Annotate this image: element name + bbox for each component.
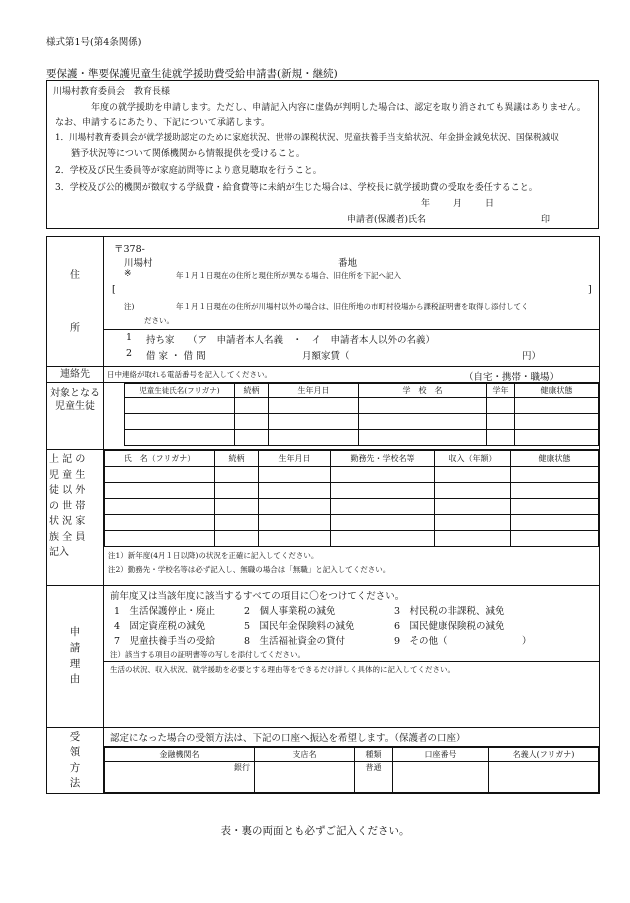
postal-code[interactable]: 〒378- <box>114 244 145 255</box>
header-health: 健康状態 <box>515 384 599 398</box>
consent-intro-1: 年度の就学援助を申請します。ただし、申請記入内容に虚偽が判明した場合は、認定を取り消されても異議はありません。 <box>91 103 586 113</box>
form-title: 要保護・準要保護児童生徒就学援助費受給申請書(新規・継続) <box>46 68 338 80</box>
table-row[interactable] <box>125 430 599 446</box>
students-label: 対象となる 児童生徒 <box>47 383 104 450</box>
banchi-label: 番地 <box>338 258 358 269</box>
reason-free-text-hint: 生活の状況、収入状況、就学援助を必要とする理由等をできるだけ詳しく具体的に記入してください。 <box>110 665 455 674</box>
reason-intro: 前年度又は当該年度に該当するすべての項目に〇をつけてください。 <box>110 591 405 602</box>
table-row[interactable] <box>125 414 599 430</box>
footer-note: 表・裏の両面とも必ずご記入ください。 <box>220 825 410 837</box>
students-cell <box>104 383 600 450</box>
note-mark: ※ <box>124 269 132 279</box>
header-income: 収入（年額） <box>435 451 511 467</box>
addressee: 川場村教育委員会 教育長様 <box>53 87 171 97</box>
address-label: 住 所 <box>47 237 104 367</box>
old-address-note: 年１月１日現在の住所と現住所が異なる場合、旧住所を下記へ記入 <box>176 271 401 280</box>
reason-item-6[interactable]: 6 国民健康保険税の減免 <box>394 621 505 632</box>
header-account-type: 種類 <box>355 748 393 762</box>
housing-divider <box>104 329 599 330</box>
reason-item-3[interactable]: 3 村民税の非課税、減免 <box>394 606 505 617</box>
contact-label: 連絡先 <box>47 367 104 383</box>
household-cell <box>104 450 600 586</box>
bracket-close: ] <box>588 284 592 295</box>
contact-types[interactable]: （自宅・携帯・職場） <box>463 372 559 383</box>
consent-box <box>46 80 599 229</box>
contact-hint: 日中連絡が取れる電話番号を記入してください。 <box>107 370 272 379</box>
housing-2-label[interactable]: 借 家 ・ 借 間 <box>146 351 206 362</box>
table-row[interactable] <box>105 531 599 547</box>
old-address-field[interactable] <box>120 284 580 297</box>
table-row[interactable] <box>125 398 599 414</box>
housing-1-num: 1 <box>126 332 133 343</box>
date-month: 月 <box>453 199 463 209</box>
contact-cell[interactable] <box>104 367 600 383</box>
header-member-relation: 続柄 <box>215 451 259 467</box>
header-student-name: 児童生徒氏名(フリガナ) <box>125 384 235 398</box>
seal-mark: 印 <box>541 215 551 225</box>
header-birthdate: 生年月日 <box>269 384 359 398</box>
reason-other-field[interactable] <box>449 633 519 645</box>
account-holder-field[interactable] <box>489 762 599 793</box>
reason-other-close: ） <box>522 636 532 647</box>
reason-item-5[interactable]: 5 国民年金保険料の減免 <box>244 621 355 632</box>
header-branch: 支店名 <box>255 748 355 762</box>
housing-1-label[interactable]: 持ち家 <box>146 335 175 346</box>
housing-2-num: 2 <box>126 348 133 359</box>
household-label: 上 記 の 児 童 生 徒 以 外 の 世 帯 状 況 家 族 全 員 記入 <box>47 450 104 586</box>
reason-item-1[interactable]: 1 生活保護停止・廃止 <box>114 606 216 617</box>
header-account-number: 口座番号 <box>393 748 489 762</box>
housing-2-rent: 月額家賃（ <box>302 351 350 362</box>
table-row[interactable] <box>105 515 599 531</box>
form-number: 様式第1号(第4条関係) <box>46 37 142 48</box>
reason-free-text-field[interactable] <box>108 678 595 722</box>
applicant-name-label: 申請者(保護者)氏名 <box>347 215 427 225</box>
consent-item-1b: 猶予状況等について関係機関から情報提供を受けること。 <box>71 149 305 159</box>
household-note-2: 注2）勤務先・学校名等は必ず記入し、無職の場合は「無職」と記入してください。 <box>108 565 391 574</box>
reason-item-4[interactable]: 4 固定資産税の減免 <box>114 621 206 632</box>
header-member-health: 健康状態 <box>511 451 599 467</box>
reason-item-9[interactable]: 9 その他（ <box>394 636 448 647</box>
bank-name-field[interactable] <box>105 762 255 793</box>
account-number-field[interactable] <box>393 762 489 793</box>
account-type-field[interactable] <box>355 762 393 793</box>
household-table <box>104 450 599 547</box>
header-relation: 続柄 <box>235 384 269 398</box>
address-cell <box>104 237 600 367</box>
students-header-row <box>125 384 599 398</box>
table-row[interactable] <box>105 483 599 499</box>
household-header-row <box>105 451 599 467</box>
receipt-cell <box>104 728 600 794</box>
application-table <box>46 236 600 794</box>
bank-suffix: 銀行 <box>234 763 250 772</box>
reason-item-2[interactable]: 2 個人事業税の減免 <box>244 606 336 617</box>
rent-amount-field[interactable] <box>362 348 522 361</box>
reason-label: 申 請 理 由 <box>47 586 104 728</box>
reason-note: 注）該当する項目の証明書等の写しを添付してください。 <box>110 650 305 659</box>
reason-item-7[interactable]: 7 児童扶養手当の受給 <box>114 636 216 647</box>
reason-divider <box>104 661 599 662</box>
bank-header-row <box>105 748 599 762</box>
branch-field[interactable] <box>255 762 355 793</box>
applicant-name-field[interactable] <box>425 210 535 223</box>
header-member-birthdate: 生年月日 <box>259 451 331 467</box>
header-school: 学 校 名 <box>359 384 487 398</box>
reason-item-8[interactable]: 8 生活福祉資金の貸付 <box>244 636 346 647</box>
bracket-open: [ <box>112 284 116 295</box>
receipt-intro: 認定になった場合の受領方法は、下記の口座へ振込を希望します。（保護者の口座） <box>104 728 599 747</box>
date-year: 年 <box>421 199 431 209</box>
receipt-label: 受 領 方 法 <box>47 728 104 794</box>
consent-item-1a: 1．川場村教育委員会が就学援助認定のために家庭状況、世帯の課税状況、児童扶養手当支給状況、年金掛金減免状況、国保税減収 <box>55 133 559 143</box>
students-table <box>124 383 599 446</box>
header-member-name: 氏 名（フリガナ） <box>105 451 215 467</box>
housing-2-yen: 円） <box>522 351 542 362</box>
housing-1-options[interactable]: （ア 申請者本人名義 ・ イ 申請者本人以外の名義） <box>188 335 436 346</box>
account-type-value: 普通 <box>365 763 382 772</box>
header-bank: 金融機関名 <box>105 748 255 762</box>
table-row[interactable] <box>105 499 599 515</box>
reason-cell <box>104 586 600 728</box>
consent-item-3: 3．学校及び公的機関が徴収する学級費・給食費等に未納が生じた場合は、学校長に就学援助費の受取を委任すること。 <box>55 183 538 193</box>
consent-intro-2: なお、申請するにあたり、下記について承諾します。 <box>55 118 271 128</box>
note2-text-b: ださい。 <box>144 316 174 325</box>
header-account-holder: 名義人(フリガナ) <box>489 748 599 762</box>
note2-label: 注) <box>124 302 135 311</box>
table-row[interactable] <box>105 762 599 793</box>
header-employer: 勤務先・学校名等 <box>331 451 435 467</box>
table-row[interactable] <box>105 467 599 483</box>
household-note-1: 注1）新年度(4月１日以降)の状況を正確に記入してください。 <box>108 551 319 560</box>
consent-item-2: 2．学校及び民生委員等が家庭訪問等により意見聴取を行うこと。 <box>55 166 322 176</box>
village-name: 川場村 <box>124 258 153 269</box>
header-grade: 学年 <box>487 384 515 398</box>
bank-table <box>104 747 599 793</box>
date-day: 日 <box>485 199 495 209</box>
note2-text-a: 年１月１日現在の住所が川場村以外の場合は、旧住所地の市町村役場から課税証明書を取得し添付してく <box>176 302 529 311</box>
